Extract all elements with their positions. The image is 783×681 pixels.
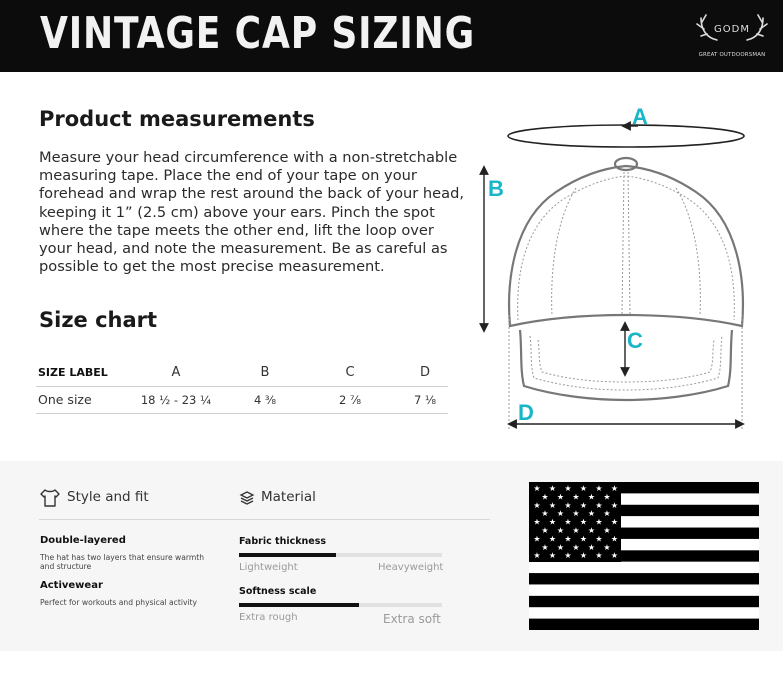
tabs-divider <box>39 519 490 520</box>
flag-stripe <box>529 562 759 574</box>
flag-star: ★ <box>564 551 572 561</box>
flag-star: ★ <box>595 534 603 544</box>
tab-label: Material <box>261 489 316 505</box>
flag-star: ★ <box>556 542 565 552</box>
layers-icon <box>239 490 255 506</box>
scale-max-label: Heavyweight <box>378 562 444 573</box>
fabric-thickness-bar <box>239 553 442 557</box>
flag-stripe <box>529 573 759 585</box>
label-b: B <box>488 176 504 201</box>
flag-stripe <box>529 584 759 596</box>
flag-star: ★ <box>610 484 619 493</box>
logo-brand-text: GODM <box>714 24 750 35</box>
scale-min-label: Lightweight <box>239 562 298 573</box>
column-header: C <box>298 360 402 386</box>
flag-star: ★ <box>610 517 619 527</box>
size-chart-heading: Size chart <box>39 308 158 332</box>
flag-star: ★ <box>610 500 619 510</box>
feature-title: Double-layered <box>40 535 126 546</box>
flag-star: ★ <box>587 509 596 519</box>
flag-stripe <box>529 619 759 630</box>
flag-star: ★ <box>556 492 565 502</box>
logo-subtitle: GREAT OUTDOORSMAN <box>698 52 766 58</box>
flag-star: ★ <box>533 517 541 527</box>
flag-star: ★ <box>548 534 557 544</box>
table-cell: 4 ⅜ <box>232 386 298 413</box>
softness-scale-bar <box>239 603 442 607</box>
flag-star: ★ <box>587 492 596 502</box>
flag-star: ★ <box>533 534 541 544</box>
us-flag-image <box>529 482 759 630</box>
flag-star: ★ <box>533 551 541 561</box>
flag-star: ★ <box>610 551 619 561</box>
column-header: D <box>402 360 448 386</box>
feature-description: Perfect for workouts and physical activity <box>40 598 198 607</box>
table-cell: 18 ½ - 23 ¼ <box>120 386 232 413</box>
flag-star: ★ <box>572 492 580 502</box>
flag-star: ★ <box>564 484 572 493</box>
table-cell: 2 ⅞ <box>298 386 402 413</box>
column-header: SIZE LABEL <box>36 360 120 386</box>
measurements-instructions: Measure your head circumference with a non-stretchable measuring tape. Place the end of your tape on your forehead and wrap the rest around the back of your head, keeping it 1” (2.5 cm) above your ears. Pinch the spot where the tape meets the other end, lift the loop over your head, and note the measurement. Be as careful as possible to get the most precise measurement. <box>39 149 464 276</box>
flag-star: ★ <box>533 500 541 510</box>
cap-crown <box>509 158 743 326</box>
flag-star: ★ <box>587 542 596 552</box>
flag-star: ★ <box>541 492 549 502</box>
flag-star: ★ <box>541 542 549 552</box>
flag-star: ★ <box>603 492 611 502</box>
flag-star: ★ <box>541 526 549 535</box>
flag-star: ★ <box>579 551 588 561</box>
flag-star: ★ <box>548 517 557 527</box>
shirt-icon <box>39 488 61 508</box>
bar-fill <box>239 603 359 607</box>
flag-star: ★ <box>548 500 557 510</box>
circumference-ellipse <box>508 125 744 147</box>
size-chart-table <box>36 360 448 414</box>
column-header: B <box>232 360 298 386</box>
flag-star: ★ <box>610 534 619 544</box>
flag-star: ★ <box>579 484 588 493</box>
flag-star: ★ <box>556 526 565 535</box>
flag-star: ★ <box>595 484 603 493</box>
flag-star: ★ <box>595 500 603 510</box>
measurements-heading: Product measurements <box>39 107 315 131</box>
cap-diagram <box>476 100 776 440</box>
flag-star: ★ <box>564 517 572 527</box>
flag-star: ★ <box>579 517 588 527</box>
table-cell: 7 ⅛ <box>402 386 448 413</box>
flag-star: ★ <box>564 534 572 544</box>
flag-star: ★ <box>533 484 541 493</box>
header-bar <box>0 0 783 72</box>
flag-star: ★ <box>603 542 611 552</box>
scale-max-label: Extra soft <box>383 612 441 626</box>
table-header-row <box>36 360 448 386</box>
feature-title: Activewear <box>40 580 103 591</box>
flag-star: ★ <box>595 517 603 527</box>
table-row <box>36 386 448 413</box>
feature-description: The hat has two layers that ensure warmth and structure <box>40 553 205 572</box>
tab-label: Style and fit <box>67 489 149 505</box>
brand-logo <box>695 10 769 64</box>
flag-star: ★ <box>572 509 580 519</box>
flag-star: ★ <box>556 509 565 519</box>
material-attribute-title: Fabric thickness <box>239 536 327 547</box>
flag-star: ★ <box>579 500 588 510</box>
flag-stripe <box>529 596 759 608</box>
column-header: A <box>120 360 232 386</box>
label-d: D <box>518 400 534 425</box>
flag-star: ★ <box>548 551 557 561</box>
bar-fill <box>239 553 336 557</box>
flag-star: ★ <box>595 551 603 561</box>
flag-star: ★ <box>572 526 580 535</box>
flag-star: ★ <box>603 509 611 519</box>
flag-star: ★ <box>579 534 588 544</box>
flag-stripe <box>529 607 759 619</box>
flag-star: ★ <box>541 509 549 519</box>
label-a: A <box>632 104 648 129</box>
label-c: C <box>627 328 643 353</box>
size-label-cell: One size <box>36 386 120 413</box>
flag-star: ★ <box>572 542 580 552</box>
material-attribute-title: Softness scale <box>239 586 317 597</box>
flag-star: ★ <box>587 526 596 535</box>
flag-star: ★ <box>564 500 572 510</box>
flag-star: ★ <box>548 484 557 493</box>
page-title: VINTAGE CAP SIZING <box>40 8 476 59</box>
scale-min-label: Extra rough <box>239 612 298 623</box>
cap-brim <box>520 330 732 400</box>
flag-star: ★ <box>603 526 611 535</box>
